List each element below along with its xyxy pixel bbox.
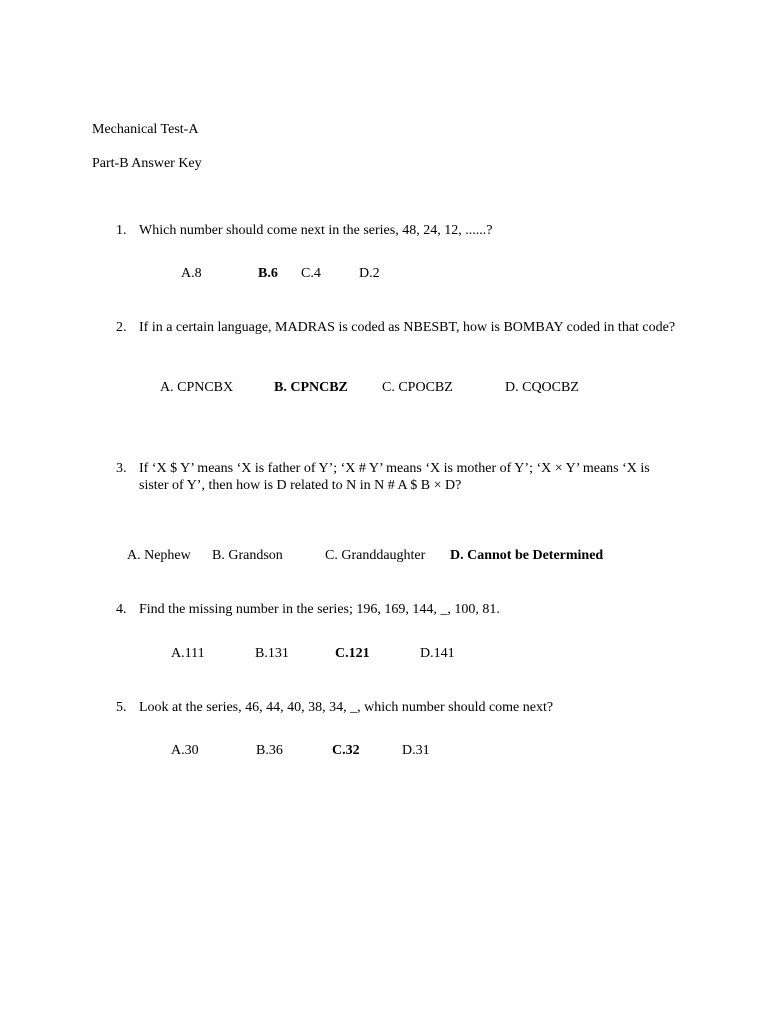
option-d: D.31 xyxy=(402,743,430,758)
option-d: D.141 xyxy=(420,646,455,661)
question-number: 3. xyxy=(116,461,127,476)
option-b: B. Grandson xyxy=(212,548,283,563)
question-text: Find the missing number in the series; 196, 169, 144, _, 100, 81. xyxy=(139,602,500,617)
document-subtitle: Part-B Answer Key xyxy=(92,156,202,171)
question-text: Which number should come next in the series, 48, 24, 12, ......? xyxy=(139,223,493,238)
question-number: 4. xyxy=(116,602,127,617)
question-number: 1. xyxy=(116,223,127,238)
option-b: B.36 xyxy=(256,743,283,758)
question-number: 2. xyxy=(116,320,127,335)
option-c-correct: C.32 xyxy=(332,743,360,758)
option-d: D. CQOCBZ xyxy=(505,380,579,395)
option-b-correct: B.6 xyxy=(258,266,278,281)
question-text: If ‘X $ Y’ means ‘X is father of Y’; ‘X # Y’ means ‘X is mother of Y’; ‘X × Y’ means ‘X is sister of Y’, then how is D related to N in N # A $ B × D? xyxy=(139,461,650,493)
option-c: C. Granddaughter xyxy=(325,548,426,563)
option-d: D.2 xyxy=(359,266,380,281)
option-b: B.131 xyxy=(255,646,289,661)
option-c: C.4 xyxy=(301,266,321,281)
document-title: Mechanical Test-A xyxy=(92,122,199,137)
option-a: A.8 xyxy=(181,266,202,281)
option-a: A. Nephew xyxy=(127,548,191,563)
option-b-correct: B. CPNCBZ xyxy=(274,380,348,395)
option-a: A.30 xyxy=(171,743,199,758)
option-d-correct: D. Cannot be Determined xyxy=(450,548,604,563)
question-text: Look at the series, 46, 44, 40, 38, 34, _, which number should come next? xyxy=(139,700,554,715)
option-a: A.111 xyxy=(171,646,205,661)
option-c: C. CPOCBZ xyxy=(382,380,453,395)
option-a: A. CPNCBX xyxy=(160,380,234,395)
question-number: 5. xyxy=(116,700,127,715)
option-c-correct: C.121 xyxy=(335,646,370,661)
question-text: If in a certain language, MADRAS is coded as NBESBT, how is BOMBAY coded in that code? xyxy=(139,320,676,335)
